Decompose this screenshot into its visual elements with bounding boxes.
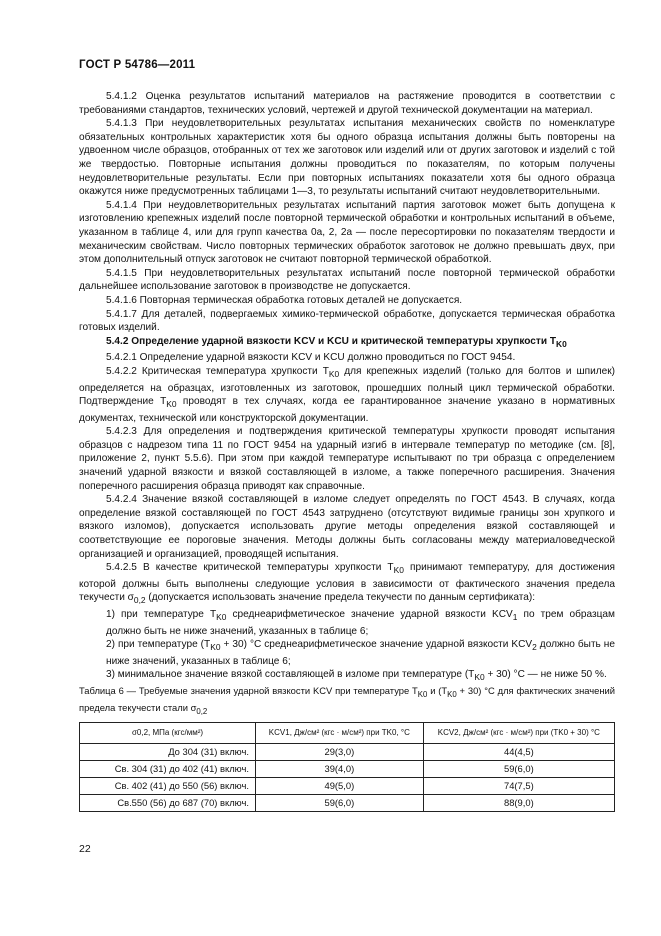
text-run: (допускается использовать значение предела текучести по данным сертификата): <box>145 592 536 604</box>
table-cell: 44(4,5) <box>423 744 614 761</box>
table-caption <box>79 685 615 718</box>
subscript: 0,2 <box>196 706 208 716</box>
table-6 <box>79 722 615 812</box>
subscript: K0 <box>210 642 221 653</box>
text-run: должно быть не ниже значений, указанных в таблице 6; <box>106 639 615 667</box>
table-header-row <box>80 723 615 744</box>
text-run: + 30) °С — не ниже 50 %. <box>484 669 607 681</box>
table-header-kcv1: KCV1, Дж/см² (кгс · м/см²) при TK0, °С <box>256 723 424 744</box>
subscript: 1 <box>512 612 518 623</box>
table-cell: Св. 402 (41) до 550 (56) включ. <box>80 778 256 795</box>
table-row <box>80 778 615 795</box>
text-run: + 30) °С среднеарифметическое значение ударной вязкости KCV <box>220 639 533 651</box>
table-cell: 88(9,0) <box>423 795 614 812</box>
table-row <box>80 795 615 812</box>
text-run: 3) минимальное значение вязкой составляющей в изломе при температуре (T <box>106 669 475 681</box>
list-item-2 <box>79 638 615 668</box>
subscript: K0 <box>328 368 340 379</box>
text-run: проводят в тех случаях, когда ее гарантированное значение указано в нормативных документах, технической или конструкторской документации. <box>79 396 616 424</box>
table-cell: 29(3,0) <box>256 744 424 761</box>
table-header-kcv2: KCV2, Дж/см² (кгс · м/см²) при (TK0 + 30) °С <box>423 723 614 744</box>
paragraph-5-4-2-3: 5.4.2.3 Для определения и подтверждения критической температуры хрупкости проводят испытания образцов с надрезом типа 11 по ГОСТ 9454 на ударный изгиб в интервале температур по методике (см. [8], приложение 2, пункт 5.5.6). При этом при каждой температуре испытывают по три образца с определением значений ударной вязкости и вязкой составляющей в изломе, а также поперечного расширения. Значения поперечного расширения образца приводят как справочные. <box>79 426 615 492</box>
paragraph-5-4-2-4: 5.4.2.4 Значение вязкой составляющей в изломе следует определять по ГОСТ 4543. В случаях, когда определение вязкой составляющей по ГОСТ 4543 затруднено (отсутствуют видимые границы зон хрупкого и вязкого изломов), допускается использовать другие методы определения вязкой составляющей и соответствующие ее пороговые значения. Методы должны быть согласованы между материаловедческой организацией и организацией, проводящей испытания. <box>79 494 615 560</box>
table-row <box>80 761 615 778</box>
text-run: Таблица 6 — Требуемые значения ударной вязкости KCV при температуре T <box>79 685 418 697</box>
paragraph-5-4-2-5 <box>79 561 615 608</box>
table-cell: До 304 (31) включ. <box>80 744 256 761</box>
subscript: K0 <box>166 399 177 410</box>
subscript: 0,2 <box>133 595 146 606</box>
section-heading-text: 5.4.2 Определение ударной вязкости KCV и KCU и критической температуры хрупкости T <box>106 335 557 347</box>
table-cell: 59(6,0) <box>256 795 424 812</box>
list-item-1 <box>79 608 615 638</box>
subscript: K0 <box>474 672 485 683</box>
table-row <box>80 744 615 761</box>
paragraph-5-4-2-2 <box>79 365 615 425</box>
text-run: 5.4.2.2 Критическая температура хрупкости T <box>106 365 329 377</box>
text-run: среднеарифметическое значение ударной вязкости KCV <box>226 609 513 621</box>
document-header: ГОСТ Р 54786—2011 <box>79 59 196 71</box>
paragraph-5-4-1-7: 5.4.1.7 Для деталей, подвергаемых химико-термической обработке, допускается термическая обработка готовых изделий. <box>79 308 615 334</box>
text-run: по трем образцам должно быть не ниже значений, указанных в таблице 6; <box>106 609 615 637</box>
paragraph-5-4-2-1: 5.4.2.1 Определение ударной вязкости KCV и KCU должно проводиться по ГОСТ 9454. <box>106 352 516 364</box>
table-cell: Св. 304 (31) до 402 (41) включ. <box>80 761 256 778</box>
text-run: 5.4.2.5 В качестве критической температуры хрупкости T <box>106 562 394 574</box>
table-cell: 59(6,0) <box>423 761 614 778</box>
table-cell: 39(4,0) <box>256 761 424 778</box>
paragraph-5-4-1-4: 5.4.1.4 При неудовлетворительных результатах испытаний партия заготовок может быть допущена к изготовлению крепежных изделий после повторной термической обработки и контрольных испытаний в объеме, указанном в таблице 4, или для групп качества 0а, 2, 2а — после пересортировки по показателям твердости и механическим свойствам. Число повторных термических обработок заготовок не должно превышать двух, при этом дополнительный отпуск заготовок не считают повторной термической обработкой. <box>79 199 615 266</box>
page-number: 22 <box>79 843 91 855</box>
text-run: 2) при температуре (T <box>106 639 211 651</box>
table-cell: 74(7,5) <box>423 778 614 795</box>
text-run: принимают температуру, для достижения которой должны быть выполнены следующие условия в зависимости от фактического значения предела текучести σ <box>79 562 615 604</box>
table-cell: Св.550 (56) до 687 (70) включ. <box>80 795 256 812</box>
paragraph-5-4-1-3: 5.4.1.3 При неудовлетворительных результатах испытания механических свойств по номенклатуре обязательных контрольных характеристик хотя бы одного образца испытания должны быть повторены на удвоенном числе образцов, отобранных от тех же заготовок или изделий или от других заготовок и изделий с той же твердостью. Повторные испытания должны проводиться по показателям, по которым получены неудовлетворительные результаты. Если при повторных испытаниях показатели хотя бы одного образца окажутся ниже предусмотренных таблицами 1—3, то результаты испытаний считают неудовлетворительными. <box>79 118 615 198</box>
text-run: + 30) °С для фактических значений предела текучести стали σ <box>79 685 616 713</box>
text-run: 1) при температуре T <box>106 609 217 621</box>
table-header-yield: σ0,2, МПа (кгс/мм²) <box>80 723 256 744</box>
table-cell: 49(5,0) <box>256 778 424 795</box>
section-heading-5-4-2 <box>79 335 615 352</box>
paragraph-5-4-1-6: 5.4.1.6 Повторная термическая обработка готовых деталей не допускается. <box>106 294 463 306</box>
subscript: K0 <box>447 689 457 699</box>
section-heading-subscript: K0 <box>556 338 567 349</box>
text-run: для крепежных изделий (только для болтов и шпилек) определяется на образцах, изготовленных из заготовок, прошедших полный цикл термической обработки. Подтверждение T <box>79 365 615 408</box>
subscript: K0 <box>393 565 404 576</box>
subscript: 2 <box>532 642 537 653</box>
document-body <box>79 90 615 812</box>
paragraph-5-4-1-2: 5.4.1.2 Оценка результатов испытаний материалов на растяжение проводится в соответствии с требованиями стандартов, технических условий, чертежей и другой технической документации на материал. <box>79 91 615 116</box>
list-item-3 <box>79 668 615 685</box>
subscript: K0 <box>417 689 428 699</box>
subscript: K0 <box>216 612 227 623</box>
paragraph-5-4-1-5: 5.4.1.5 При неудовлетворительных результатах испытаний после повторной термической обработки дальнейшее использование заготовок в производстве не допускается. <box>79 267 615 293</box>
text-run: и (T <box>427 685 448 697</box>
